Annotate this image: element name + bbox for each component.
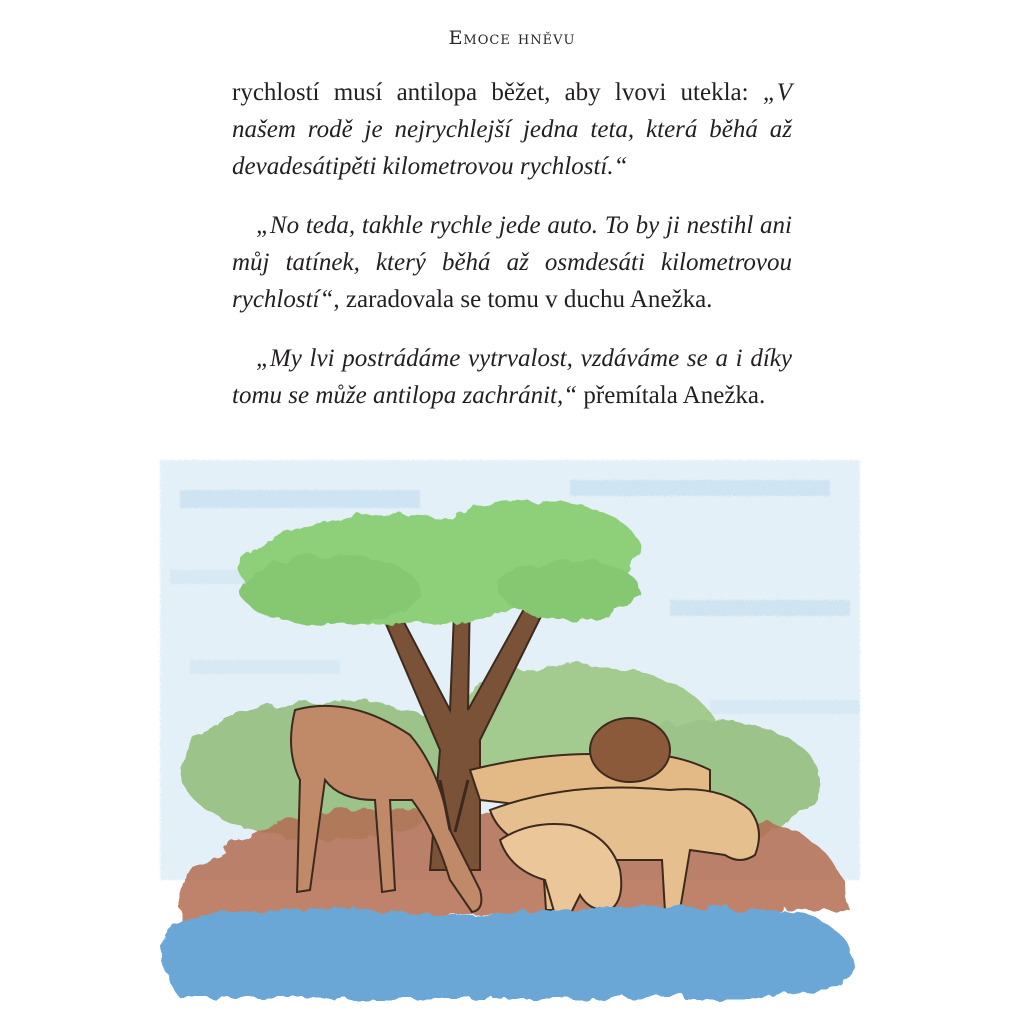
- paragraph-2: [232, 207, 792, 318]
- paragraph-3: [232, 340, 792, 414]
- paragraph-3-plain: přemítala Anežka.: [577, 382, 766, 409]
- paragraph-1: [232, 74, 792, 185]
- body-text: [232, 74, 792, 436]
- paragraph-2-plain: , zaradovala se tomu v duchu Anežka.: [333, 286, 713, 313]
- waterhole-illustration: [150, 450, 870, 1002]
- paragraph-3-italic-quote: „My lvi postrádáme vytrvalost, vzdáváme se a i díky tomu se může antilopa zachránit,“: [232, 345, 792, 409]
- paragraph-2-italic-quote: „No teda, takhle rychle jede auto. To by ji nestihl ani můj tatínek, který běhá až osmdesáti kilometrovou rychlostí“: [232, 212, 792, 313]
- paragraph-1-plain: rychlostí musí antilopa běžet, aby lvovi utekla:: [232, 79, 763, 106]
- paragraph-1-italic-quote: „V našem rodě je nejrychlejší jedna teta, která běhá až devadesátipěti kilometrovou rychlostí.“: [232, 79, 792, 180]
- waterhole: [164, 907, 855, 998]
- running-head: Emoce hněvu: [448, 27, 576, 49]
